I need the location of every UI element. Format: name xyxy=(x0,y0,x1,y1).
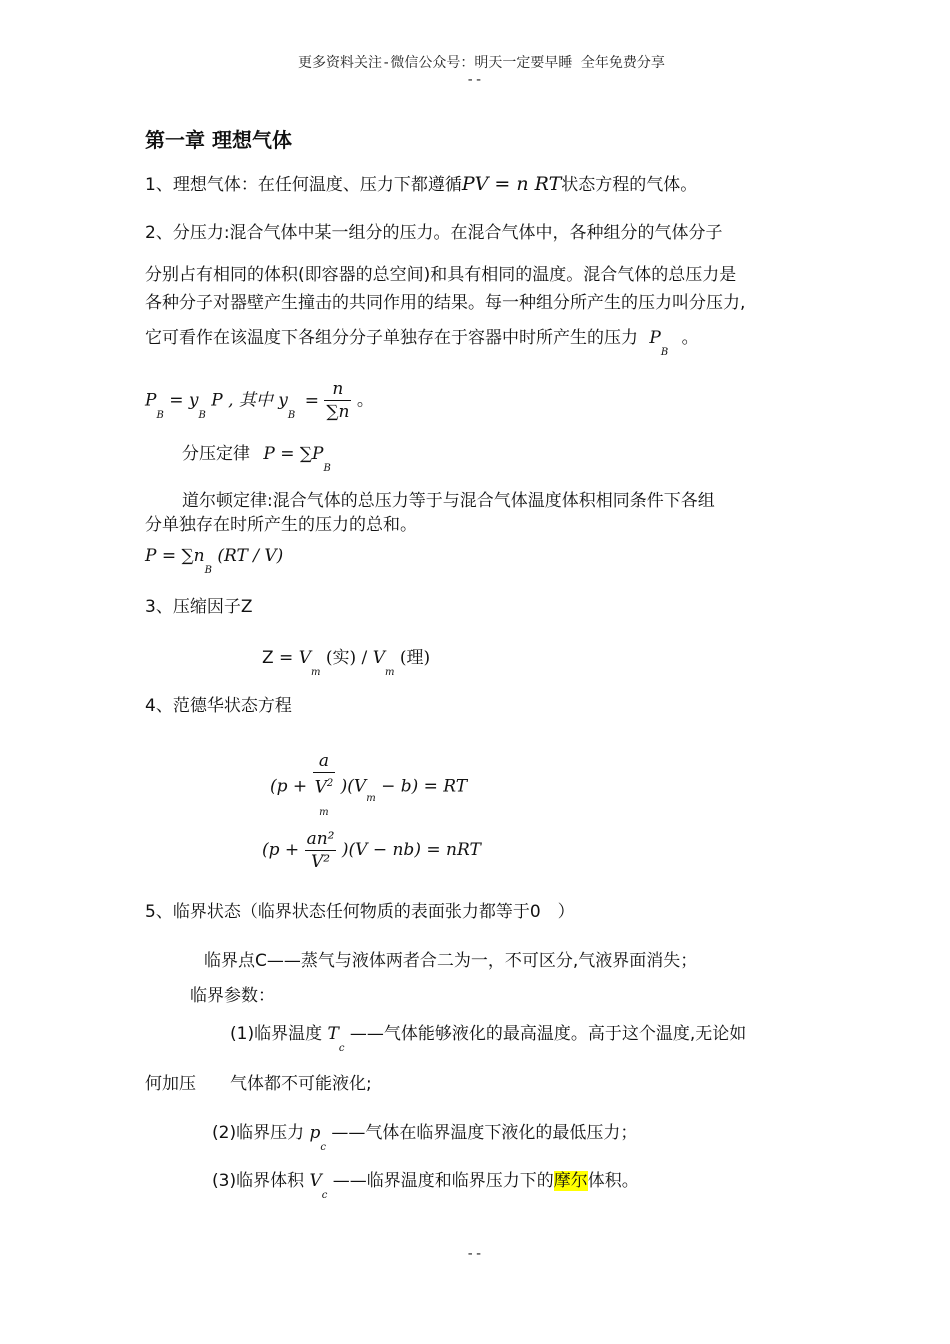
critical-temperature-desc: ——气体能够液化的最高温度。高于这个温度,无论如 xyxy=(349,1024,747,1044)
vm-ideal: V xyxy=(372,648,385,668)
critical-temperature-sub: c xyxy=(338,1043,345,1054)
ideal-label: (理) xyxy=(399,648,431,668)
vdw-equation-molar xyxy=(270,750,467,824)
critical-pressure-line xyxy=(212,1122,638,1153)
ideal-gas-suffix: 状态方程的气体。 xyxy=(561,175,698,195)
partial-pressure-symbol: P xyxy=(649,328,661,348)
highlight-molar: 摩尔 xyxy=(553,1171,588,1191)
vm-real: V xyxy=(298,648,311,668)
ideal-gas-definition xyxy=(145,173,697,196)
vdw2-denominator: V² xyxy=(310,852,331,872)
mole-fraction-end: 。 xyxy=(356,390,374,411)
vdw2-fraction xyxy=(305,828,337,873)
dalton-formula-rtv: (RT / V) xyxy=(217,546,284,566)
partial-pressure-line-2: 分别占有相同的体积(即容器的总空间)和具有相同的温度。混合气体的总压力是 xyxy=(145,265,737,285)
partial-pressure-line-4 xyxy=(145,327,699,358)
critical-volume-label: (3)临界体积 xyxy=(212,1171,305,1191)
vdw1-den-sub: m xyxy=(319,806,329,818)
vdw-equation-total xyxy=(262,828,481,873)
ideal-gas-equation: PV = n RT xyxy=(461,173,562,195)
compressibility-title: 3、压缩因子Z xyxy=(145,597,253,617)
critical-volume-line xyxy=(212,1170,639,1201)
mole-fraction-denominator: ∑n xyxy=(326,402,350,422)
header-dashes: -- xyxy=(466,72,483,88)
critical-params-label: 临界参数： xyxy=(190,986,275,1006)
formula-equals: = xyxy=(304,390,319,411)
vm-ideal-sub: m xyxy=(384,667,395,678)
vdw2-end: )(V − nb) = nRT xyxy=(341,840,481,860)
critical-volume-symbol: V xyxy=(309,1171,322,1191)
dalton-formula xyxy=(145,545,284,576)
critical-pressure-sub: c xyxy=(320,1142,326,1153)
compressibility-formula xyxy=(262,647,431,678)
formula-pb: P xyxy=(145,390,157,411)
vm-real-sub: m xyxy=(310,667,321,678)
partial-law-sub: B xyxy=(323,463,331,474)
partial-pressure-subscript: B xyxy=(660,347,669,358)
partial-pressure-line-4-text: 它可看作在该温度下各组分分子单独存在于容器中时所产生的压力 xyxy=(145,328,638,348)
footer-dashes: -- xyxy=(466,1246,483,1262)
source-note: 更多资料关注-微信公众号：明天一定要早睡 全年免费分享 xyxy=(298,55,665,71)
vdw1-denominator xyxy=(313,773,336,824)
critical-volume-end: 体积。 xyxy=(587,1171,639,1191)
partial-law-label: 分压定律 xyxy=(182,444,250,464)
dalton-law-line-2: 分单独存在时所产生的压力的总和。 xyxy=(145,515,417,535)
vdw1-den-v: V xyxy=(314,777,327,798)
vdw1-fraction xyxy=(313,750,336,824)
critical-pressure-label: (2)临界压力 xyxy=(212,1123,305,1143)
dalton-law-line-1: 道尔顿定律:混合气体的总压力等于与混合气体温度体积相同条件下各组 xyxy=(182,491,715,511)
critical-pressure-desc: ——气体在临界温度下液化的最低压力； xyxy=(331,1123,638,1143)
vdw2-numerator: an² xyxy=(306,829,335,849)
chapter-title: 第一章 理想气体 xyxy=(145,128,292,152)
vdw2-open: (p + xyxy=(262,840,300,860)
real-label: (实) / xyxy=(325,648,368,668)
vdw1-numerator: a xyxy=(313,750,336,773)
formula-p-qizhong: P , 其中 y xyxy=(211,390,288,411)
partial-pressure-law xyxy=(182,443,331,474)
partial-law-formula: P = ∑P xyxy=(263,444,324,464)
critical-temperature-line xyxy=(230,1023,747,1054)
vdw1-open: (p + xyxy=(270,776,308,797)
vdw1-mid: )(V xyxy=(340,776,367,797)
critical-point-text: 临界点C——蒸气与液体两者合二为一，不可区分,气液界面消失； xyxy=(204,951,698,971)
z-equals: Z = xyxy=(262,648,294,668)
formula-yb-sub: B xyxy=(198,409,206,421)
formula-yb: = y xyxy=(169,390,199,411)
formula-pb-sub: B xyxy=(156,409,164,421)
critical-temperature-cont: 何加压 气体都不可能液化; xyxy=(145,1074,372,1094)
vdw1-den-sup: 2 xyxy=(326,778,334,789)
critical-pressure-symbol: p xyxy=(309,1123,321,1143)
critical-volume-desc: ——临界温度和临界压力下的 xyxy=(332,1171,554,1191)
critical-volume-sub: c xyxy=(321,1190,328,1201)
partial-pressure-line-4-end: 。 xyxy=(681,328,699,348)
dalton-formula-sub: B xyxy=(204,565,212,576)
mole-fraction-numerator: n xyxy=(324,378,351,401)
partial-pressure-line-3: 各种分子对器壁产生撞击的共同作用的结果。每一种组分所产生的压力叫分压力, xyxy=(145,293,746,313)
formula-yb2-sub: B xyxy=(287,409,296,421)
partial-pressure-line-1: 2、分压力:混合气体中某一组分的压力。在混合气体中，各种组分的气体分子 xyxy=(145,223,723,243)
vdw1-end: − b) = RT xyxy=(381,776,468,797)
van-der-waals-title: 4、范德华状态方程 xyxy=(145,696,292,716)
ideal-gas-text: 1、理想气体：在任何温度、压力下都遵循 xyxy=(145,175,462,195)
mole-fraction xyxy=(324,378,351,423)
mole-fraction-formula xyxy=(145,378,374,423)
critical-state-title: 5、临界状态（临界状态任何物质的表面张力都等于0 ） xyxy=(145,902,575,922)
vdw1-sub: m xyxy=(366,793,376,805)
critical-temperature-symbol: T xyxy=(327,1024,339,1044)
critical-temperature-label: (1)临界温度 xyxy=(230,1024,323,1044)
dalton-formula-sum: P = ∑n xyxy=(145,546,205,566)
